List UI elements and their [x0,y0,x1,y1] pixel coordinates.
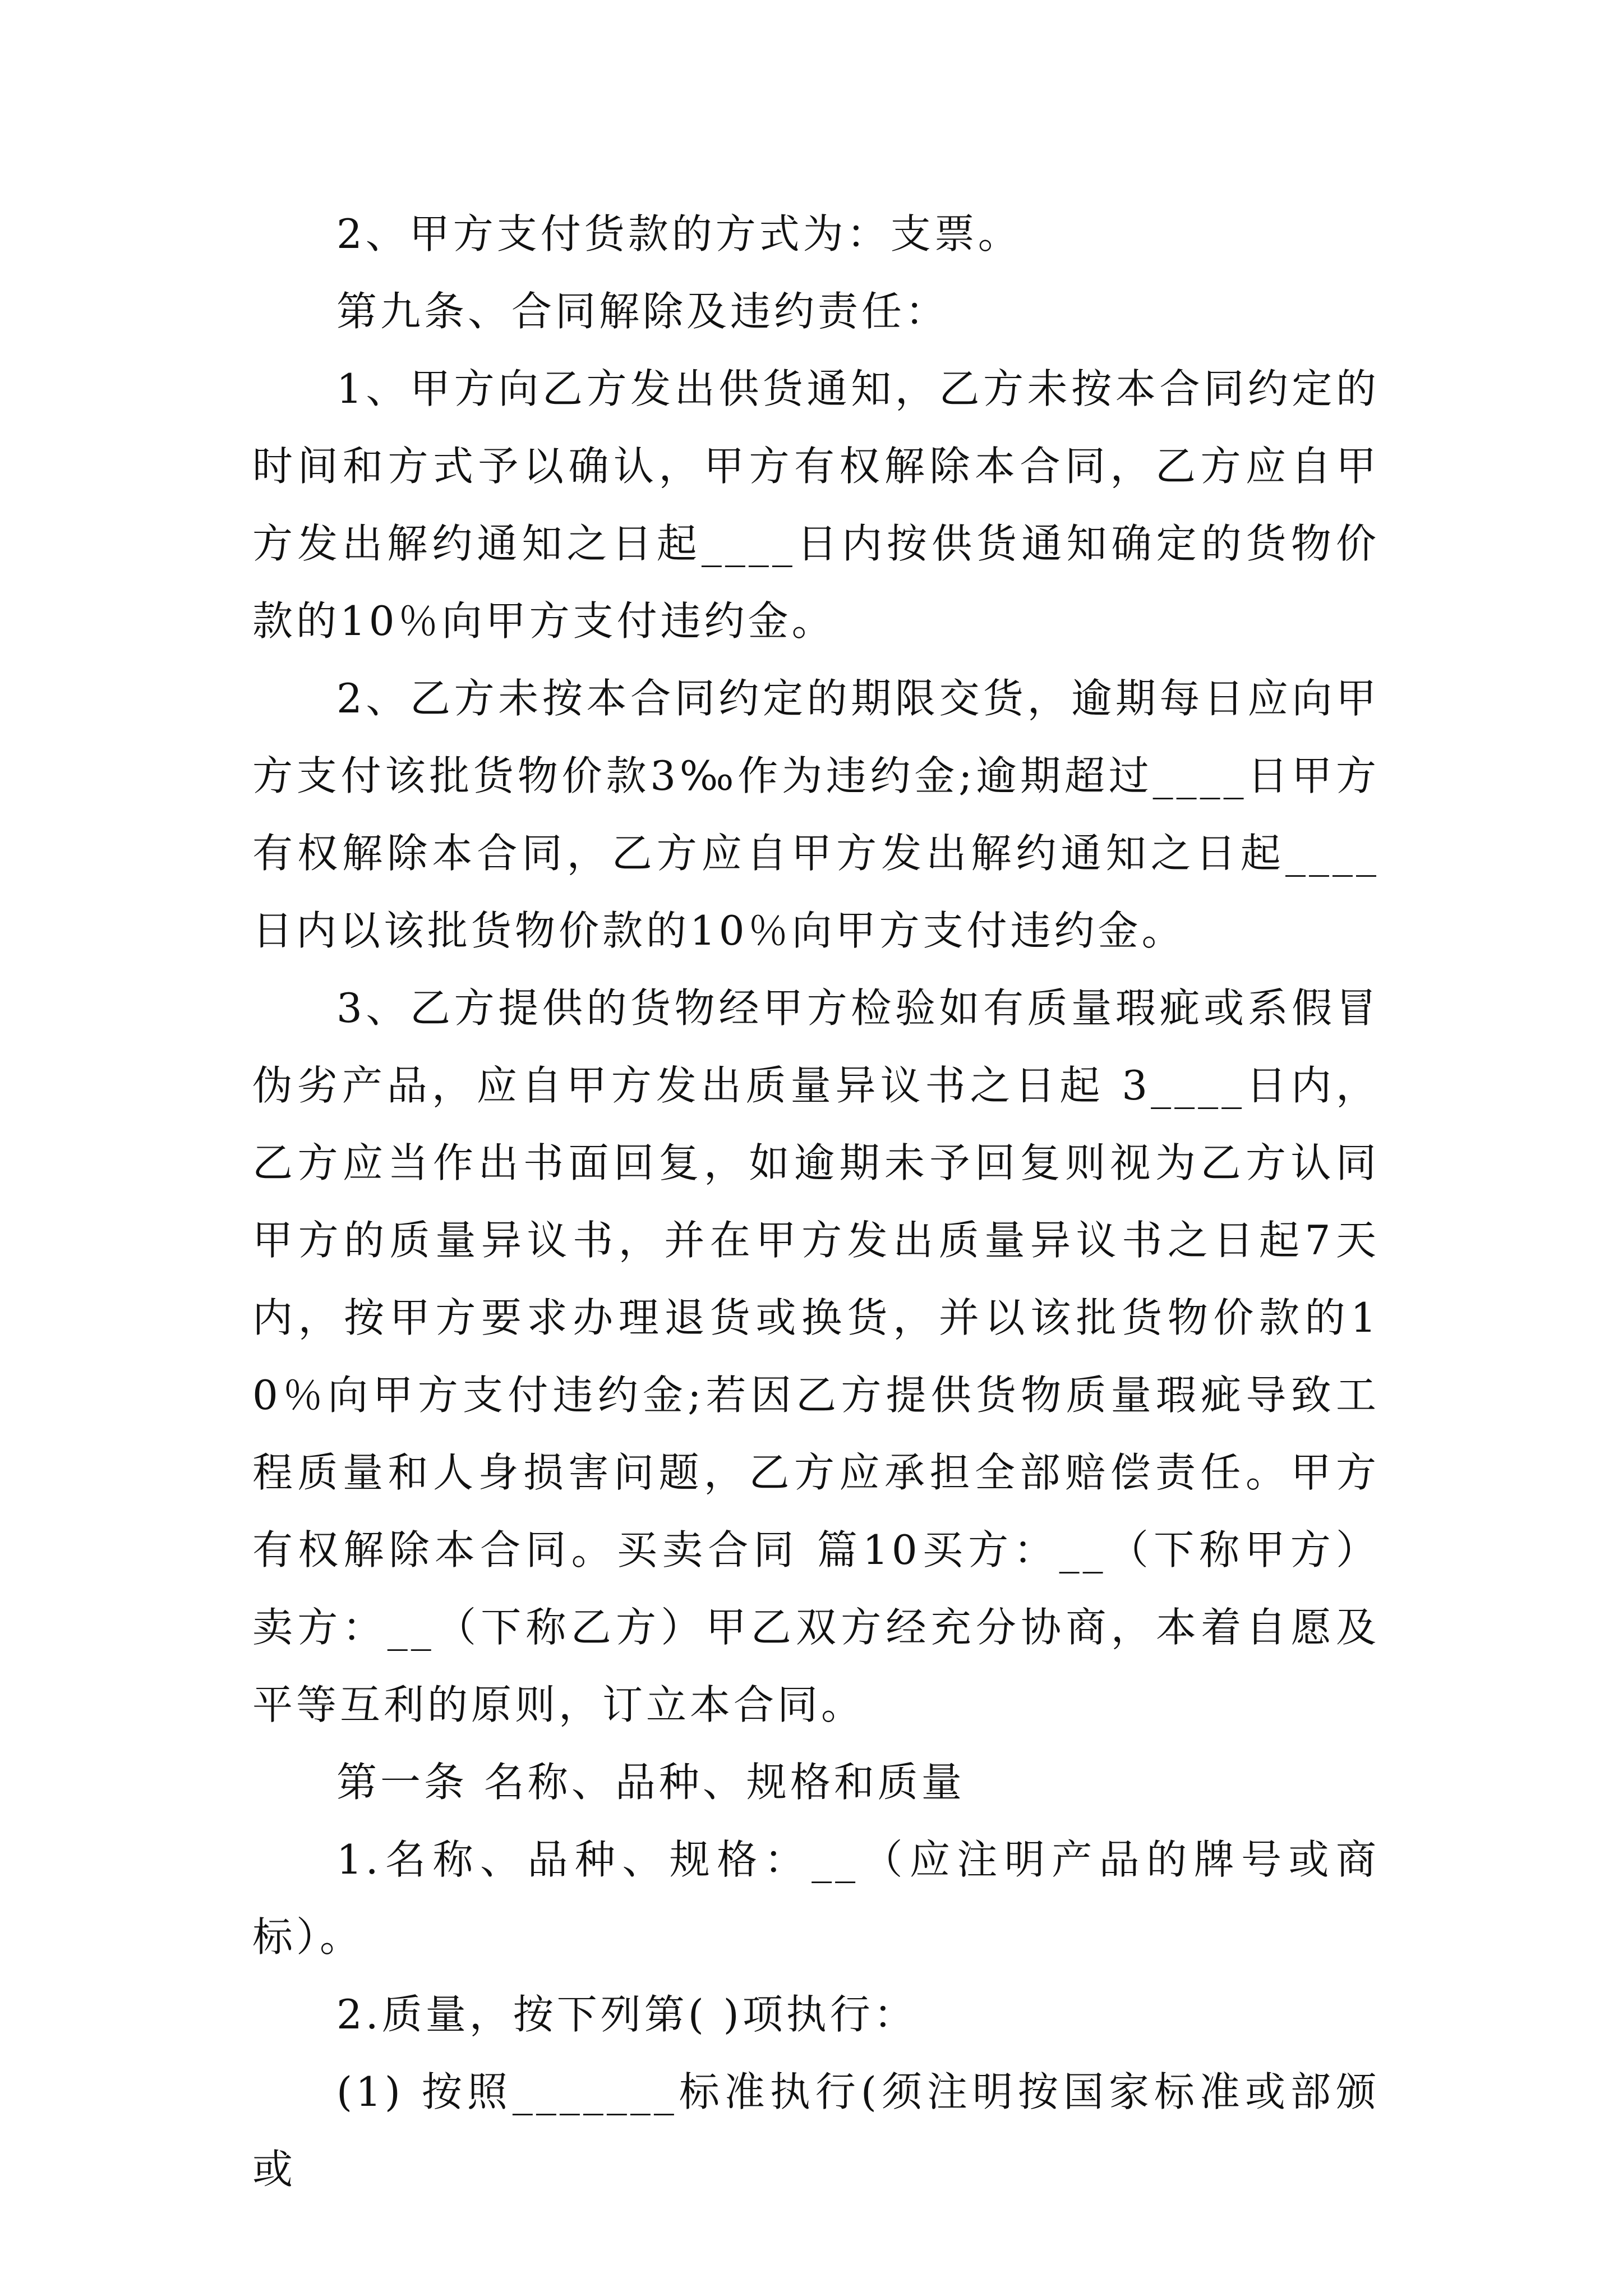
quality-paragraph: 2.质量，按下列第( )项执行： [336,1991,917,2038]
article-one-heading: 第一条 名称、品种、规格和质量 [336,1759,965,1806]
clause-nine-1-paragraph: 1、甲方向乙方发出供货通知，乙方未按本合同约定的时间和方式予以确认，甲方有权解除本合同，乙方应自甲方发出解约通知之日起____日内按供货通知确定的货物价款的10％向甲方支付违约金。 [252,365,1380,645]
payment-method-paragraph: 2、甲方支付货款的方式为：支票。 [336,210,1022,257]
clause-nine-3-paragraph: 3、乙方提供的货物经甲方检验如有质量瑕疵或系假冒伪劣产品，应自甲方发出质量异议书之日起 3____日内，乙方应当作出书面回复，如逾期未予回复则视为乙方认同甲方的质量异议书，并在甲方发出质量异议书之日起7天内，按甲方要求办理退货或换货，并以该批货物价款的10％向甲方支付违约金;若因乙方提供货物质量瑕疵导致工程质量和人身损害问题，乙方应承担全部赔偿责任。甲方有权解除本合同。买卖合同 篇10买方：__（下称甲方）卖方：__（下称乙方）甲乙双方经充分协商，本着自愿及平等互利的原则，订立本合同。 [252,984,1380,1728]
contract-body [252,195,1380,2208]
clause-nine-2-paragraph: 2、乙方未按本合同约定的期限交货，逾期每日应向甲方支付该批货物价款3‰作为违约金;逾期超过____日甲方有权解除本合同，乙方应自甲方发出解约通知之日起____日内以该批货物价款的10％向甲方支付违约金。 [252,675,1380,954]
article-nine-heading: 第九条、合同解除及违约责任： [336,288,949,335]
name-variety-spec-paragraph: 1.名称、品种、规格：__（应注明产品的牌号或商标）。 [252,1836,1380,1961]
quality-standard-paragraph: (1) 按照_______标准执行(须注明按国家标准或部颁或 [252,2068,1380,2193]
